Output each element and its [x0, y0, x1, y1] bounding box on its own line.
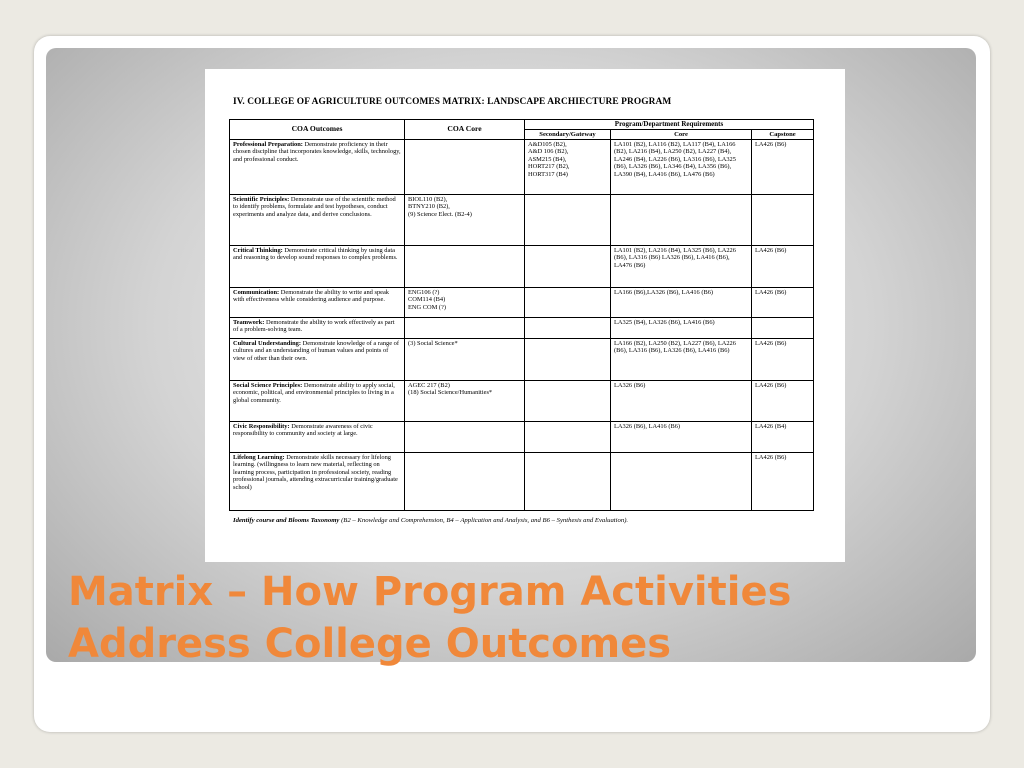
outcome-cell [230, 140, 405, 195]
document-title: IV. COLLEGE OF AGRICULTURE OUTCOMES MATRIX: LANDSCAPE ARCHIECTURE PROGRAM [233, 97, 672, 107]
coa-core-cell: BIOL110 (B2), BTNY210 (B2), (9) Science Elect. (B2-4) [405, 195, 525, 246]
table-row [230, 288, 814, 318]
header-capstone: Capstone [752, 130, 814, 140]
header-program-requirements: Program/Department Requirements [525, 120, 814, 130]
outcome-cell [230, 195, 405, 246]
outcome-cell [230, 339, 405, 381]
gateway-cell: A&D105 (B2), A&D 106 (B2), ASM215 (B4), HORT217 (B2), HORT317 (B4) [525, 140, 611, 195]
table-row [230, 318, 814, 339]
capstone-cell: LA426 (B4) [752, 422, 814, 453]
coa-core-cell [405, 422, 525, 453]
table-row [230, 140, 814, 195]
outcome-description: Demonstrate skills necessary for lifelong learning. (willingness to learn new material, reflecting on learning process, participation in professional society, reading professional journals, attending extracurricular training/graduate school) [233, 454, 398, 491]
footnote-label: Identify course and Blooms Taxonomy [233, 517, 340, 524]
outcomes-matrix-table [229, 119, 814, 511]
slide-title-line-2: Address College Outcomes [68, 621, 672, 667]
core-cell: LA326 (B6) [611, 381, 752, 422]
outcome-name: Social Science Principles: [233, 382, 303, 389]
outcome-name: Civic Responsibility: [233, 423, 290, 430]
capstone-cell: LA426 (B6) [752, 453, 814, 511]
table-row [230, 339, 814, 381]
header-coa-core: COA Core [405, 120, 525, 140]
outcome-name: Professional Preparation: [233, 141, 303, 148]
gateway-cell [525, 381, 611, 422]
outcome-description: Demonstrate knowledge of a range of cultures and an understanding of human values and points of view of other than their own. [233, 340, 399, 362]
outcome-cell [230, 318, 405, 339]
outcome-description: Demonstrate use of the scientific method to identify problems, formulate and test hypotheses, conduct experiments and analyze data, and derive conclusions. [233, 196, 396, 218]
coa-core-cell [405, 140, 525, 195]
capstone-cell: LA426 (B6) [752, 339, 814, 381]
outcome-cell [230, 381, 405, 422]
gateway-cell [525, 288, 611, 318]
outcome-name: Lifelong Learning: [233, 454, 285, 461]
core-cell [611, 453, 752, 511]
table-row [230, 453, 814, 511]
gateway-cell [525, 339, 611, 381]
outcome-cell [230, 422, 405, 453]
capstone-cell: LA426 (B6) [752, 288, 814, 318]
outcome-description: Demonstrate the ability to work effectively as part of a problem-solving team. [233, 319, 395, 334]
coa-core-cell [405, 246, 525, 288]
core-cell: LA326 (B6), LA416 (B6) [611, 422, 752, 453]
coa-core-cell [405, 318, 525, 339]
core-cell: LA101 (B2), LA216 (B4), LA325 (B6), LA226 (B6), LA316 (B6) LA326 (B6), LA416 (B6), LA476 (B6) [611, 246, 752, 288]
gateway-cell [525, 318, 611, 339]
table-row [230, 381, 814, 422]
core-cell [611, 195, 752, 246]
document-image [205, 69, 845, 562]
outcome-name: Communication: [233, 289, 280, 296]
outcome-cell [230, 453, 405, 511]
coa-core-cell [405, 453, 525, 511]
capstone-cell [752, 195, 814, 246]
slide-title-line-1: Matrix – How Program Activities [68, 569, 792, 615]
gateway-cell [525, 195, 611, 246]
capstone-cell: LA426 (B6) [752, 140, 814, 195]
gateway-cell [525, 453, 611, 511]
core-cell: LA166 (B2), LA250 (B2), LA227 (B6), LA226 (B6), LA316 (B6), LA326 (B6), LA416 (B6) [611, 339, 752, 381]
gateway-cell [525, 422, 611, 453]
coa-core-cell: (3) Social Science* [405, 339, 525, 381]
outcome-cell [230, 288, 405, 318]
outcome-name: Critical Thinking: [233, 247, 283, 254]
gateway-cell [525, 246, 611, 288]
table-footnote [233, 517, 628, 524]
core-cell: LA166 (B6),LA326 (B6), LA416 (B6) [611, 288, 752, 318]
outcome-name: Cultural Understanding: [233, 340, 302, 347]
capstone-cell: LA426 (B6) [752, 246, 814, 288]
outcome-cell [230, 246, 405, 288]
outcome-description: Demonstrate ability to apply social, economic, political, and environmental principles to living in a global community. [233, 382, 395, 404]
footnote-text: (B2 – Knowledge and Comprehension, B4 – Application and Analysis, and B6 – Synthesis and Evaluation). [339, 517, 629, 524]
table-row [230, 422, 814, 453]
outcome-description: Demonstrate awareness of civic responsibility to community and society at large. [233, 423, 373, 438]
coa-core-cell: AGEC 217 (B2) (18) Social Science/Humanities* [405, 381, 525, 422]
capstone-cell: LA426 (B6) [752, 381, 814, 422]
coa-core-cell: ENG106 (?) COM114 (B4) ENG COM (?) [405, 288, 525, 318]
outcome-name: Scientific Principles: [233, 196, 290, 203]
outcome-description: Demonstrate the ability to write and speak with effectiveness while considering audience and purpose. [233, 289, 390, 304]
core-cell: LA101 (B2), LA116 (B2), LA117 (B4), LA166 (B2), LA216 (B4), LA250 (B2), LA227 (B4), LA246 (B4), LA226 (B6), LA316 (B6), LA325 (B6), LA326 (B6), LA346 (B4), LA356 (B6), LA390 (B4), LA416 (B6), LA476 (B6) [611, 140, 752, 195]
outcome-description: Demonstrate proficiency in their chosen discipline that incorporates knowledge, skills, technology, and professional conduct. [233, 141, 401, 163]
header-coa-outcomes: COA Outcomes [230, 120, 405, 140]
outcome-name: Teamwork: [233, 319, 265, 326]
table-row [230, 246, 814, 288]
table-row [230, 195, 814, 246]
header-core: Core [611, 130, 752, 140]
core-cell: LA325 (B4), LA326 (B6), LA416 (B6) [611, 318, 752, 339]
outcome-description: Demonstrate critical thinking by using data and reasoning to develop sound responses to complex problems. [233, 247, 398, 262]
capstone-cell [752, 318, 814, 339]
slide-title [68, 566, 968, 670]
header-secondary-gateway: Secondary/Gateway [525, 130, 611, 140]
